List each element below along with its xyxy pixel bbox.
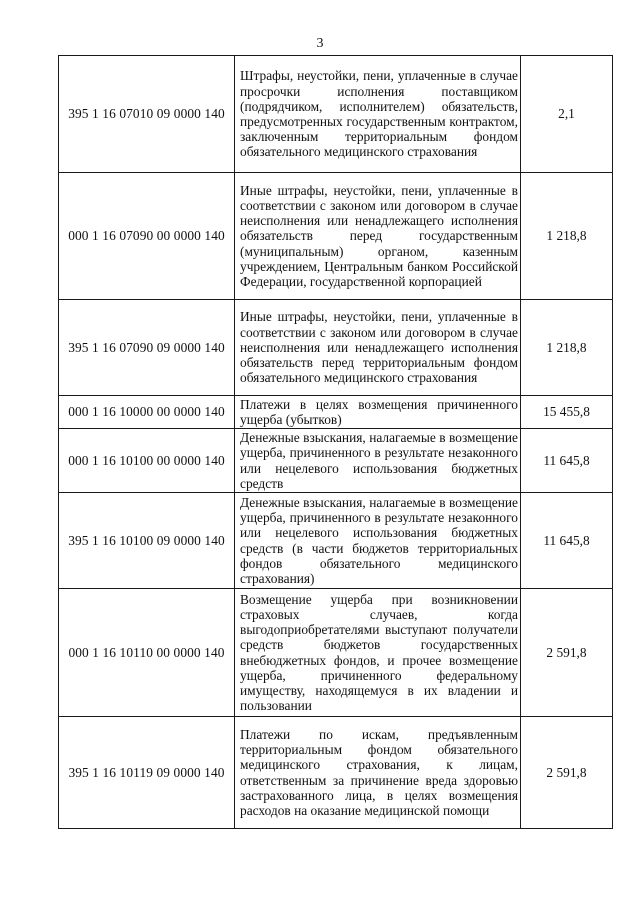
budget-code-cell: 395 1 16 10119 09 0000 140 xyxy=(59,717,235,829)
budget-revenue-table xyxy=(58,55,613,829)
table-row xyxy=(59,396,613,429)
amount-cell: 1 218,8 xyxy=(521,173,613,300)
amount-cell: 15 455,8 xyxy=(521,396,613,429)
revenue-name-cell: Возмещение ущерба при возникновении страховых случаев, когда выгодоприобретателями выступают получатели средств бюджетов государственных внебюджетных фондов, и прочее возмещение ущерба, причиненного федеральному имуществу, находящемуся в их владении и пользовании xyxy=(235,589,521,717)
amount-cell: 2 591,8 xyxy=(521,589,613,717)
table-row xyxy=(59,493,613,589)
amount-cell: 11 645,8 xyxy=(521,493,613,589)
table-row xyxy=(59,300,613,396)
budget-code-cell: 395 1 16 07090 09 0000 140 xyxy=(59,300,235,396)
table-row xyxy=(59,56,613,173)
revenue-name-cell: Денежные взыскания, налагаемые в возмещение ущерба, причиненного в результате незаконного или нецелевого использования бюджетных средств (в части бюджетов территориальных фондов обязательного медицинского страхования) xyxy=(235,493,521,589)
table-row xyxy=(59,589,613,717)
budget-code-cell: 395 1 16 10100 09 0000 140 xyxy=(59,493,235,589)
amount-cell: 1 218,8 xyxy=(521,300,613,396)
revenue-name-cell: Штрафы, неустойки, пени, уплаченные в случае просрочки исполнения поставщиком (подрядчиком, исполнителем) обязательств, предусмотренных государственным контрактом, заключенным территориальным фондом обязательного медицинского страхования xyxy=(235,56,521,173)
table-row xyxy=(59,717,613,829)
page-number: 3 xyxy=(316,36,324,51)
budget-code-cell: 000 1 16 07090 00 0000 140 xyxy=(59,173,235,300)
table-row xyxy=(59,429,613,493)
revenue-name-cell: Платежи по искам, предъявленным территориальным фондом обязательного медицинского страхования, к лицам, ответственным за причинение вреда здоровью застрахованного лица, в целях возмещения расходов на оказание медицинской помощи xyxy=(235,717,521,829)
revenue-name-cell: Иные штрафы, неустойки, пени, уплаченные в соответствии с законом или договором в случае неисполнения или ненадлежащего исполнения обязательств перед государственным (муниципальным) органом, казенным учреждением, Центральным банком Российской Федерации, государственной корпорацией xyxy=(235,173,521,300)
amount-cell: 2,1 xyxy=(521,56,613,173)
amount-cell: 11 645,8 xyxy=(521,429,613,493)
budget-code-cell: 395 1 16 07010 09 0000 140 xyxy=(59,56,235,173)
budget-code-cell: 000 1 16 10100 00 0000 140 xyxy=(59,429,235,493)
budget-code-cell: 000 1 16 10000 00 0000 140 xyxy=(59,396,235,429)
revenue-name-cell: Платежи в целях возмещения причиненного ущерба (убытков) xyxy=(235,396,521,429)
revenue-name-cell: Иные штрафы, неустойки, пени, уплаченные в соответствии с законом или договором в случае неисполнения или ненадлежащего исполнения обязательств перед территориальным фондом обязательного медицинского страхования xyxy=(235,300,521,396)
amount-cell: 2 591,8 xyxy=(521,717,613,829)
table-row xyxy=(59,173,613,300)
budget-code-cell: 000 1 16 10110 00 0000 140 xyxy=(59,589,235,717)
revenue-name-cell: Денежные взыскания, налагаемые в возмещение ущерба, причиненного в результате незаконного или нецелевого использования бюджетных средств xyxy=(235,429,521,493)
